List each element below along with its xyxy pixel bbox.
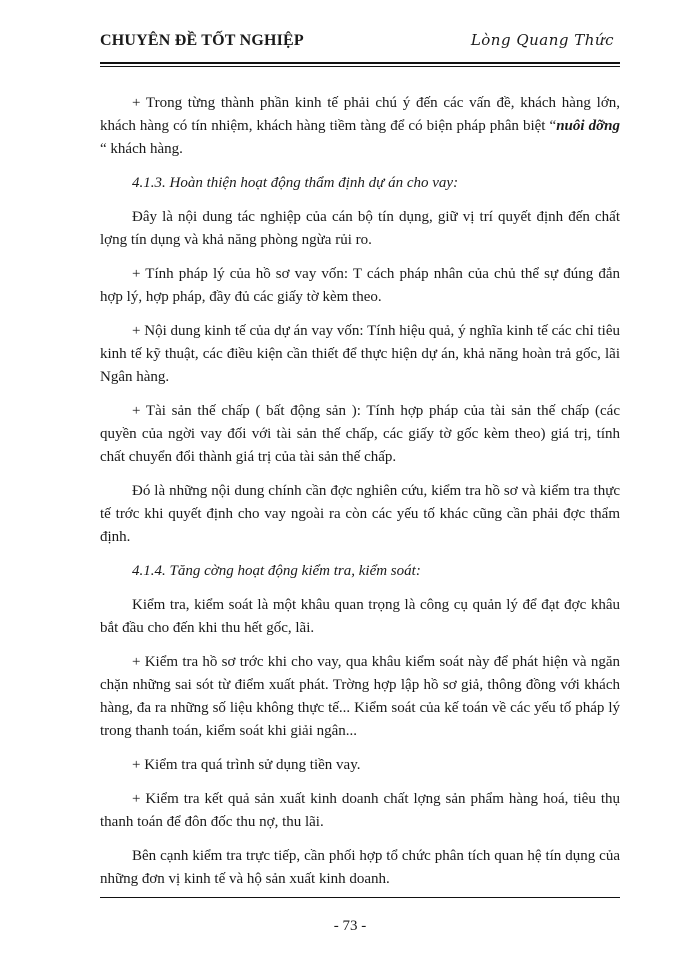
paragraph-text-end: “ khách hàng. <box>100 141 183 157</box>
paragraph: + Kiểm tra hồ sơ trớc khi cho vay, qua khâu kiểm soát này để phát hiện và ngăn chặn những sai sót từ điểm xuất phát. Trờng hợp lập hồ sơ giả, thông đồng với khách hàng, đa ra những số liệu không thực tế... Kiểm soát của kế toán về các yếu tố pháp lý trong thanh toán, kiểm soát khi giải ngân... <box>100 654 620 739</box>
page-header <box>100 24 620 54</box>
page-number: - 73 - <box>333 918 367 934</box>
paragraph <box>100 92 620 161</box>
paragraph: Đó là những nội dung chính cần đợc nghiên cứu, kiểm tra hồ sơ và kiểm tra thực tế trớc khi quyết định cho vay ngoài ra còn các yếu tố khác cũng cần phải đợc thẩm định. <box>100 483 620 545</box>
paragraph: Đây là nội dung tác nghiệp của cán bộ tín dụng, giữ vị trí quyết định đến chất lợng tín dụng và khả năng phòng ngừa rủi ro. <box>100 209 620 248</box>
paragraph: Bên cạnh kiểm tra trực tiếp, cần phối hợp tổ chức phân tích quan hệ tín dụng của những đơn vị kinh tế và hộ sản xuất kinh doanh. <box>100 848 620 887</box>
paragraph-text: + Trong từng thành phần kinh tế phải chú ý đến các vấn đề, khách hàng lớn, khách hàng có tín nhiệm, khách hàng tiềm tàng để có biện pháp phân biệt “ <box>100 95 620 134</box>
footer-divider <box>100 897 620 898</box>
paragraph: + Tài sản thế chấp ( bất động sản ): Tính hợp pháp của tài sản thế chấp (các quyền của ngời vay đối với tài sản thế chấp, các giấy tờ gốc kèm theo) giá trị, tính chất chuyển đổi thành giá trị của tài sản thế chấp. <box>100 403 620 465</box>
document-title: CHUYÊN ĐỀ TỐT NGHIỆP <box>100 32 304 49</box>
emphasis-text: nuôi dỡng <box>556 118 620 134</box>
header-divider <box>100 62 620 67</box>
paragraph: + Kiểm tra kết quả sản xuất kinh doanh chất lợng sản phẩm hàng hoá, tiêu thụ thanh toán để đôn đốc thu nợ, thu lãi. <box>100 791 620 830</box>
section-heading: 4.1.4. Tăng cờng hoạt động kiểm tra, kiểm soát: <box>132 563 421 579</box>
page-body <box>100 92 620 902</box>
author-name: Lòng Quang Thức <box>470 31 614 49</box>
paragraph: + Nội dung kinh tế của dự án vay vốn: Tính hiệu quả, ý nghĩa kinh tế các chỉ tiêu kinh tế kỹ thuật, các điều kiện cần thiết để thực hiện dự án, khả năng hoàn trả gốc, lãi Ngân hàng. <box>100 323 620 385</box>
paragraph: + Kiểm tra quá trình sử dụng tiền vay. <box>132 757 361 773</box>
paragraph: Kiểm tra, kiểm soát là một khâu quan trọng là công cụ quản lý để đạt đợc khâu bắt đầu cho đến khi thu hết gốc, lãi. <box>100 597 620 636</box>
paragraph: + Tính pháp lý của hồ sơ vay vốn: T cách pháp nhân của chủ thể sự đúng đắn hợp lý, hợp pháp, đầy đủ các giấy tờ kèm theo. <box>100 266 620 305</box>
section-heading: 4.1.3. Hoàn thiện hoạt động thẩm định dự án cho vay: <box>132 175 459 191</box>
